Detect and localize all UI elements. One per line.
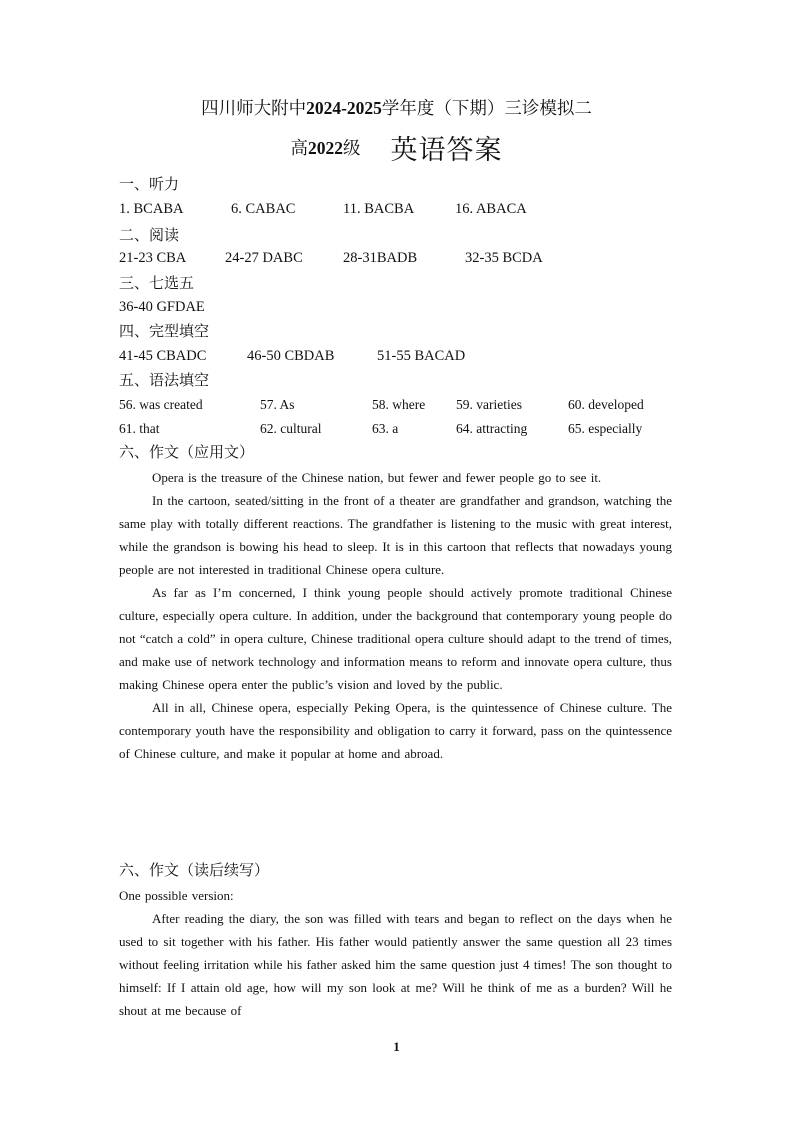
answer-item: 60. developed [568,397,644,412]
answer-group: 28-31BADB [343,250,418,266]
section-title-cloze: 四、完型填空 [119,324,210,340]
answer-group: 16. ABACA [455,201,527,217]
answer-group: 36-40 GFDAE [119,299,205,315]
section-title-reading: 二、阅读 [119,228,180,244]
term-label: 学年度（下期）三诊模拟二 [381,98,592,118]
section-title-grammar: 五、语法填空 [119,373,210,389]
answer-item: 58. where [372,397,426,412]
section-title-seven-choose-five: 三、七选五 [119,276,195,292]
document-subtitle [0,128,793,167]
answer-group: 41-45 CBADC [119,348,207,364]
practical-writing-essay [119,466,672,765]
page-number: 1 [393,1039,400,1054]
section-title-listening: 一、听力 [119,177,180,193]
answer-item: 59. varieties [456,397,522,412]
subject-title: 英语答案 [390,135,503,165]
essay-paragraph: After reading the diary, the son was filled with tears and began to reflect on the days when he used to sit together with his father. His father would patiently answer the same question all 23 times without feeling irritation while his father asked him the same question just 4 times! The son thought to himself: If I attain old age, how will my son look at me? Will he think of me as a burden? Will he shout at me because of [119,911,672,1018]
answer-item: 65. especially [568,421,643,436]
answer-item: 57. As [260,397,295,412]
answer-item: 62. cultural [260,421,322,436]
answer-item: 63. a [372,421,399,436]
essay-paragraph: In the cartoon, seated/sitting in the front of a theater are grandfather and grandson, watching the same play with totally different reactions. The grandfather is listening to the music with great interest, while the grandson is bowing his head to sleep. It is in this cartoon that reflects that nowadays young people are not interested in traditional Chinese opera culture. [119,493,672,577]
answer-group: 1. BCABA [119,201,184,217]
essay-paragraph: All in all, Chinese opera, especially Peking Opera, is the quintessence of Chinese culture. The contemporary youth have the responsibility and obligation to carry it forward, pass on the quintessence of Chinese culture, and make it popular at home and abroad. [119,700,672,761]
grade-label: 高2022级 [290,138,361,158]
section-title-practical-writing: 六、作文（应用文） [119,445,255,461]
essay-paragraph: As far as I’m concerned, I think young people should actively promote traditional Chinese culture, especially opera culture. In addition, under the background that contemporary young people do not “catch a cold” in opera culture, Chinese traditional opera culture should adapt to the trend of times, and make use of network technology and information means to reform and innovate opera culture, thus making Chinese opera enter the public’s vision and loved by the public. [119,585,672,692]
school-year: 2024-2025 [306,98,382,118]
answer-item: 64. attracting [456,421,528,436]
answer-group: 6. CABAC [231,201,296,217]
essay-paragraph: Opera is the treasure of the Chinese nation, but fewer and fewer people go to see it. [152,470,602,485]
answer-group: 32-35 BCDA [465,250,543,266]
section-title-continuation-writing: 六、作文（读后续写） [119,863,270,879]
document-title [0,95,793,120]
answer-item: 61. that [119,421,160,436]
answer-group: 24-27 DABC [225,250,303,266]
answer-group: 46-50 CBDAB [247,348,335,364]
continuation-writing-essay [119,884,672,1022]
answer-group: 51-55 BACAD [377,348,466,364]
answer-item: 56. was created [119,397,203,412]
answer-group: 21-23 CBA [119,250,187,266]
school-name: 四川师大附中 [201,98,307,118]
answer-group: 11. BACBA [343,201,415,217]
essay-intro: One possible version: [119,888,234,903]
